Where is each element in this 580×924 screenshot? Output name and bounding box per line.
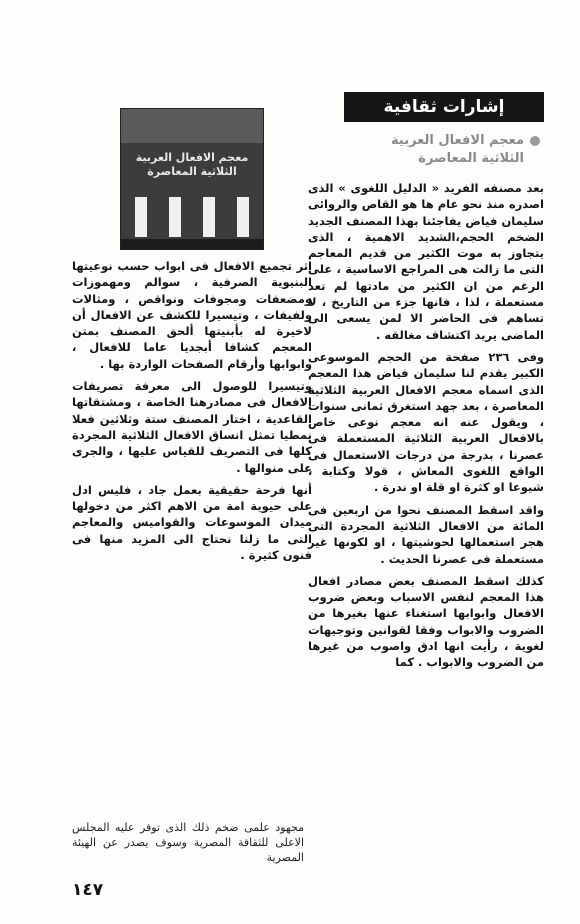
cover-base (121, 239, 263, 249)
article-paragraph: أنها فرحة حقيقية بعمل جاد ، فليس ادل على حيوية امة من الاهم اكثر من دخولها ميدان الموسوعات والقواميس والمعاجم التى ما زلنا نحتاج الى المزيد منها فى فنون كثيرة . (72, 482, 312, 563)
cover-stripe (237, 197, 249, 237)
masthead-title: إشارات ثقافية (383, 97, 505, 117)
subhead-text (391, 132, 524, 168)
article-paragraph: وفى ٢٣٦ صفحة من الحجم الموسوعى الكبير يقدم لنا سليمان فياض هذا المعجم الذى اسماه معجم الافعال العربية الثلاثية المعاصرة ، بعد جهد استغرق ثمانى سنوات ، ويقول عنه انه معجم نوعى خاص بالافعال العربية الثلاثية المستعملة فى عصرنا ، بدرجة من درجات الاستعمال فى الواقع اللغوى المعاش ، قولا وكتابة ، شيوعا او كثرة او قلة او ندرة . (308, 349, 544, 495)
article-paragraph: واقد اسقط المصنف نحوا من اربعين فى المائة من الافعال الثلاثية المجردة التى هجر استعمالها لحوشيتها ، او لكونها غير مستعملة فى عصرنا الحديث . (308, 502, 544, 566)
right-column (308, 92, 544, 677)
article-paragraph: اثر تجميع الافعال فى ابواب حسب نوعيتها البنيوية الصرفية ، سوالم ومهموزات ومضعفات ومجوفات ونواقص ، ومثالات ولفيفات ، وتيسيرا للكشف عن الافعال أن لاخيرة له بأبنيتها ألحق المصنف بمتن المعجم كشافا أبجديا عاما للافعال ، وابوابها وأرقام الصفحات الواردة بها . (72, 259, 312, 371)
book-cover-title: معجم الافعال العربية الثلاثية المعاصرة (135, 151, 249, 178)
left-column (72, 108, 312, 569)
article-paragraph: كذلك اسقط المصنف بعض مصادر افعال هذا المعجم لنفس الاسباب وبعض ضروب الافعال وابوابها استغناء عنها بغيرها من الضروب والابواب وفقا لقوانين وتوجيهات لغوية ، رأيت انها ادق واصوب من غيرها من الضروب والابواب . كما (308, 573, 544, 670)
article-paragraph: بعد مصنفه الفريد « الدليل اللغوى » الذى اصدره منذ نحو عام ها هو القاص والروائى سليمان فياض يفاجئنا بهذا المصنف الجديد الضخم الحجم،الشديد الاهمية ، الذى يتجاوز به موت الكثير من قديم المعاجم التى ما زالت هى المراجع الاساسية ، على الرغم من ان الكثير من مادتها لم تعد مستعملة ، لذا ، فانها جزء من التاريخ ، لا تساهم فى الحاضر الا لمن يسعى الى الماضى يريد اكتشاف مغالقه . (308, 181, 544, 342)
cover-top-band (121, 109, 263, 143)
subhead-line-2: الثلاثية المعاصرة (418, 151, 524, 166)
bullet-dot-icon (530, 136, 540, 146)
page-number: ١٤٧ (72, 880, 104, 900)
footnote-text: مجهود علمى ضخم ذلك الذى توفر عليه المجلس الاعلى للثقافة المصرية وسوف يصدر عن الهيئة المصرية (72, 821, 304, 864)
cover-stripe (203, 197, 215, 237)
subhead-line-1: معجم الافعال العربية (391, 133, 524, 148)
article-paragraph: وتيسيرا للوصول الى معرفة تصريفات الافعال فى مصادرهنا الخاصة ، ومشتقاتها القاعدية ، اختار المصنف ستة وثلاثين فعلا نمطيا تمثل انساق الافعال الثلاثية المجردة كلها فى التصريف للقياس عليها ، والجرى على منوالها . (72, 379, 312, 475)
article-subhead (308, 132, 544, 168)
cover-stripe (169, 197, 181, 237)
book-cover-image (120, 108, 264, 250)
section-masthead (344, 92, 544, 122)
cover-stripe (135, 197, 147, 237)
cover-stripes (135, 197, 249, 237)
